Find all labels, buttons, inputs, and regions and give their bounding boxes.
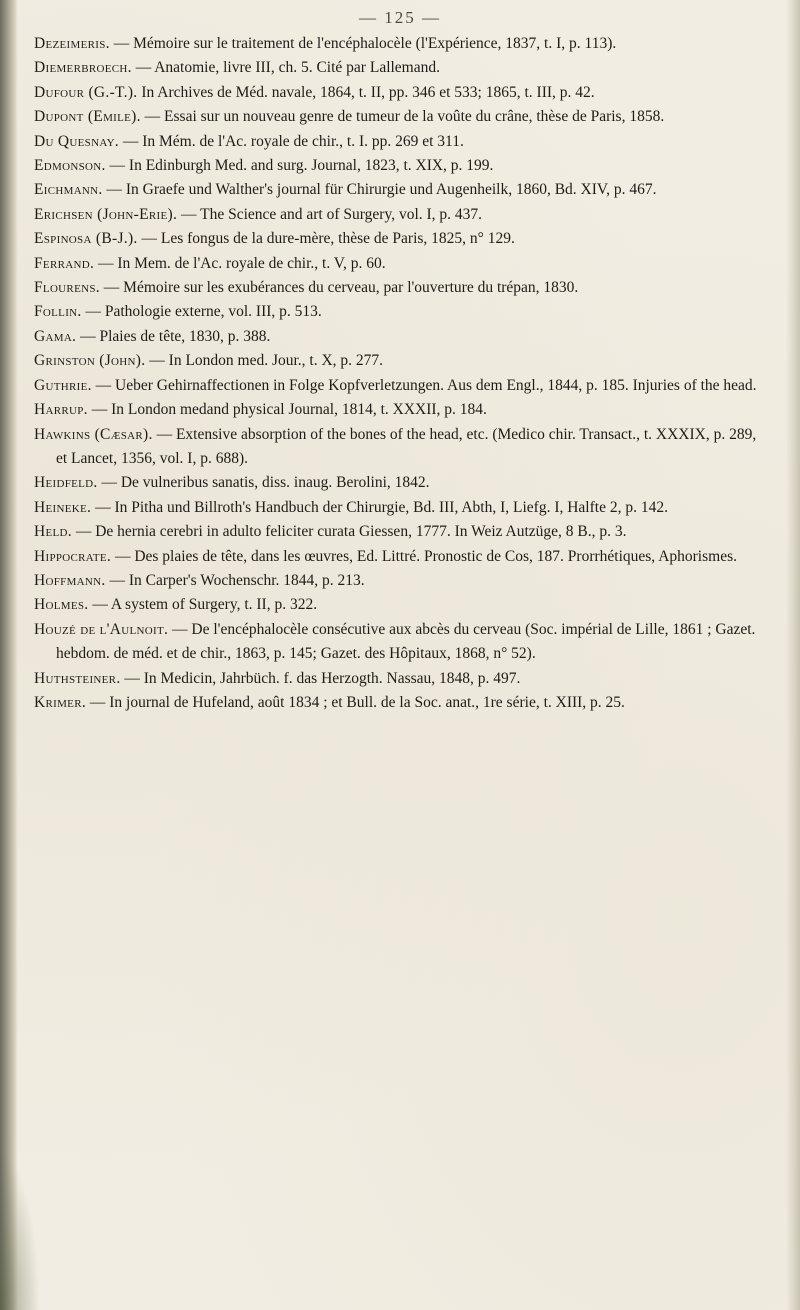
bibliography-entry	[34, 178, 764, 202]
entry-text: — De l'encéphalocèle consécutive aux abcès du cerveau (Soc. impérial de Lille, 1861 ; Gazet. hebdom. de méd. et de chir., 1863, p. 145; Gazet. des Hôpitaux, 1868, n° 52).	[56, 620, 756, 663]
bibliography-list	[34, 32, 764, 715]
entry-author: Huthsteiner.	[34, 669, 121, 687]
entry-author: Edmonson.	[34, 157, 106, 175]
bibliography-entry	[34, 130, 764, 154]
entry-text: — De vulneribus sanatis, diss. inaug. Berolini, 1842.	[97, 474, 430, 492]
entry-text: — Les fongus de la dure-mère, thèse de Paris, 1825, n° 129.	[137, 230, 515, 248]
bibliography-entry	[34, 56, 764, 80]
bibliography-entry	[34, 423, 764, 472]
entry-text: — In Mem. de l'Ac. royale de chir., t. V, p. 60.	[94, 254, 386, 272]
entry-author: Du Quesnay.	[34, 132, 119, 150]
entry-author: Follin.	[34, 303, 82, 321]
bibliography-entry	[34, 545, 764, 569]
entry-author: Heineke.	[34, 498, 92, 516]
entry-text: — De hernia cerebri in adulto feliciter curata Giessen, 1777. In Weiz Autzüge, 8 B., p. 3.	[71, 523, 627, 541]
entry-text: — Essai sur un nouveau genre de tumeur de la voûte du crâne, thèse de Paris, 1858.	[140, 108, 665, 126]
bibliography-entry	[34, 276, 764, 300]
entry-text: — In Graefe und Walther's journal für Chirurgie und Augenheilk, 1860, Bd. XIV, p. 467.	[102, 181, 657, 199]
entry-author: Dezeimeris.	[34, 35, 110, 52]
bibliography-entry	[34, 520, 764, 544]
entry-text: — Anatomie, livre III, ch. 5. Cité par Lallemand.	[131, 59, 440, 77]
bibliography-entry	[34, 325, 764, 349]
bibliography-entry	[34, 569, 764, 593]
entry-author: Heidfeld.	[34, 474, 98, 492]
page-stain	[0, 1150, 40, 1310]
entry-author: Eichmann.	[34, 181, 103, 199]
bibliography-entry	[34, 667, 764, 691]
bibliography-entry	[34, 227, 764, 251]
entry-author: Guthrie.	[34, 376, 92, 394]
entry-text: — In Medicin, Jahrbüch. f. das Herzogth. Nassau, 1848, p. 497.	[120, 669, 521, 687]
entry-text: — In Carper's Wochenschr. 1844, p. 213.	[105, 571, 365, 589]
entry-text: — In Mém. de l'Ac. royale de chir., t. I. pp. 269 et 311.	[118, 132, 464, 150]
entry-text: — Mémoire sur les exubérances du cerveau, par l'ouverture du trépan, 1830.	[99, 279, 579, 297]
bibliography-entry	[34, 154, 764, 178]
entry-text: In Archives de Méd. navale, 1864, t. II, pp. 346 et 533; 1865, t. III, p. 42.	[137, 83, 595, 101]
bibliography-entry	[34, 81, 764, 105]
bibliography-entry	[34, 496, 764, 520]
entry-text: — Mémoire sur le traitement de l'encéphalocèle (l'Expérience, 1837, t. I, p. 113).	[109, 35, 617, 52]
bibliography-entry	[34, 252, 764, 276]
page-edge-shadow	[786, 0, 800, 1310]
entry-text: — In Edinburgh Med. and surg. Journal, 1823, t. XIX, p. 199.	[105, 157, 494, 175]
entry-author: Held.	[34, 523, 72, 541]
entry-author: Erichsen (John-Erie).	[34, 205, 178, 223]
entry-author: Hoffmann.	[34, 571, 106, 589]
bibliography-entry	[34, 300, 764, 324]
bibliography-entry	[34, 349, 764, 373]
entry-author: Gama.	[34, 327, 77, 345]
entry-author: Hawkins (Cæsar).	[34, 425, 153, 443]
page-binding-shadow	[0, 0, 18, 1310]
entry-author: Krimer.	[34, 693, 87, 711]
entry-author: Hippocrate.	[34, 547, 112, 565]
entry-text: — Extensive absorption of the bones of the head, etc. (Medico chir. Transact., t. XXXIX, p. 289, et Lancet, 1356, vol. I, p. 688).	[56, 425, 757, 467]
bibliography-entry	[34, 32, 764, 56]
entry-text: — Pathologie externe, vol. III, p. 513.	[81, 303, 322, 321]
entry-text: — In London medand physical Journal, 1814, t. XXXII, p. 184.	[87, 401, 487, 419]
entry-text: — A system of Surgery, t. II, p. 322.	[88, 596, 318, 614]
bibliography-entry	[34, 471, 764, 495]
entry-author: Harrup.	[34, 401, 88, 419]
bibliography-entry	[34, 691, 764, 715]
entry-author: Diemerbroech.	[34, 59, 132, 77]
bibliography-entry	[34, 105, 764, 129]
entry-text: — Plaies de tête, 1830, p. 388.	[76, 327, 271, 345]
entry-text: — Des plaies de tête, dans les œuvres, Ed. Littré. Pronostic de Cos, 187. Prorrhétiques, Aphorismes.	[111, 547, 737, 565]
entry-text: — In London med. Jour., t. X, p. 277.	[145, 352, 384, 370]
bibliography-entry	[34, 618, 764, 667]
bibliography-entry	[34, 593, 764, 617]
entry-author: Ferrand.	[34, 254, 95, 272]
entry-author: Holmes.	[34, 596, 89, 614]
page-number: — 125 —	[359, 8, 441, 27]
entry-author: Flourens.	[34, 279, 100, 297]
entry-text: — The Science and art of Surgery, vol. I, p. 437.	[177, 205, 483, 223]
entry-author: Espinosa (B-J.).	[34, 230, 138, 248]
entry-author: Grinston (John).	[34, 352, 146, 370]
entry-text: — Ueber Gehirnaffectionen in Folge Kopfverletzungen. Aus dem Engl., 1844, p. 185. Injuries of the head.	[91, 376, 757, 394]
entry-text: — In journal de Hufeland, août 1834 ; et Bull. de la Soc. anat., 1re série, t. XIII, p. 25.	[86, 693, 625, 711]
bibliography-entry	[34, 398, 764, 422]
entry-author: Houzé de l'Aulnoit.	[34, 620, 169, 638]
entry-author: Dupont (Emile).	[34, 108, 141, 126]
entry-text: — In Pitha und Billroth's Handbuch der Chirurgie, Bd. III, Abth, I, Liefg. I, Halfte 2, p. 142.	[91, 498, 668, 516]
bibliography-entry	[34, 203, 764, 227]
entry-author: Dufour (G.-T.).	[34, 83, 138, 101]
bibliography-entry	[34, 374, 764, 398]
